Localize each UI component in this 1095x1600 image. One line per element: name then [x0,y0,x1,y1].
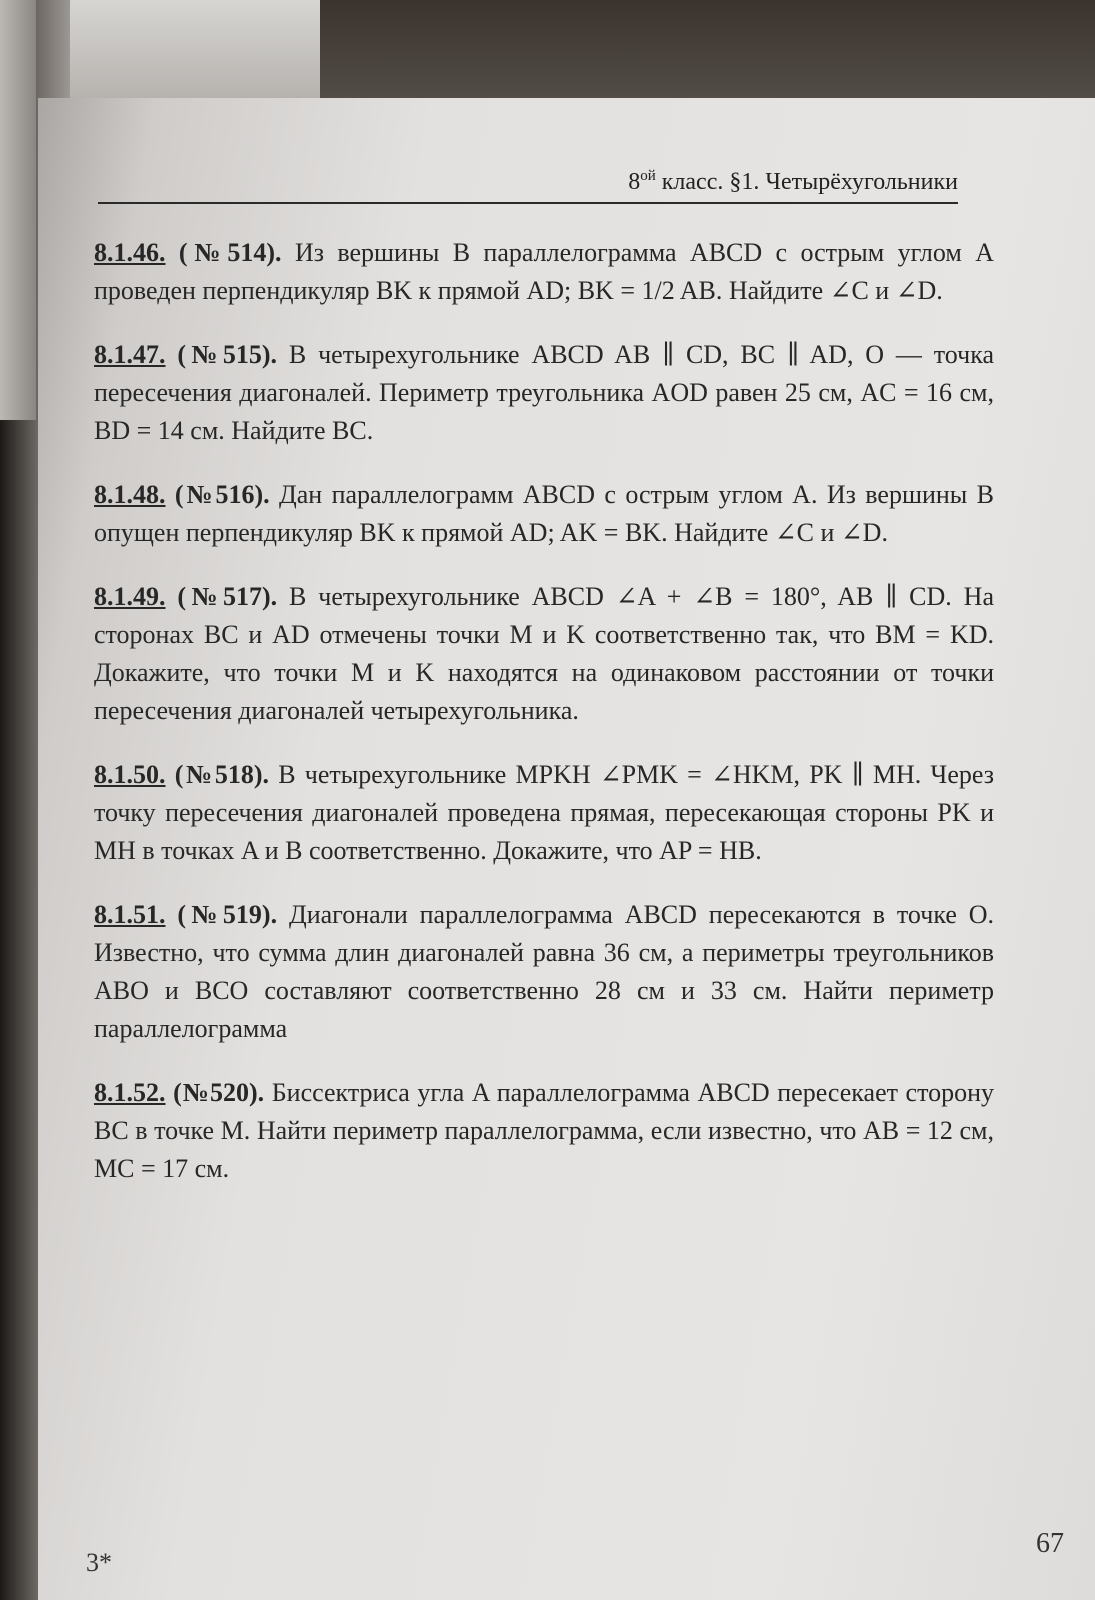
problem-item [94,234,994,310]
problem-item [94,476,994,552]
problem-item [94,1074,994,1188]
problem-reference: (№520). [173,1078,265,1107]
problem-item [94,896,994,1048]
problem-reference: (№516). [174,480,270,509]
problem-number: 8.1.49. [94,582,166,611]
book-page [38,98,1095,1600]
problem-text: Из вершины B параллелограмма ABCD с острым углом A проведен перпендикуляр BK к прямой AD; BK = 1/2 AB. Найдите ∠C и ∠D. [94,238,995,305]
running-header [98,168,958,204]
problem-number: 8.1.50. [94,760,166,789]
problem-item [94,756,994,870]
problem-text: В четырехугольнике ABCD AB ∥ CD, BC ∥ AD, O — точка пересечения диагоналей. Периметр треугольника AOD равен 25 см, AC = 16 см, BD = 14 см. Найдите BC. [94,340,994,445]
problem-text: В четырехугольнике ABCD ∠A + ∠B = 180°, AB ∥ CD. На сторонах BC и AD отмечены точки M и K соответственно так, что BM = KD. Докажите, что точки M и K находятся на одинаковом расстоянии от точки пересечения диагоналей четырехугольника. [94,582,994,725]
problem-reference: (№514). [178,238,282,267]
header-grade-suffix: ой [640,168,656,184]
problem-item [94,336,994,450]
problem-reference: (№517). [177,582,278,611]
problem-text: В четырехугольнике MPKH ∠PMK = ∠HKM, PK ∥ MH. Через точку пересечения диагоналей проведена прямая, пересекающая стороны PK и MH в точках A и B соответственно. Докажите, что AP = HB. [94,760,994,865]
problem-text: Диагонали параллелограмма ABCD пересекаются в точке O. Известно, что сумма длин диагоналей равна 36 см, а периметры треугольников ABO и BCO составляют соответственно 28 см и 33 см. Найти периметр параллелограмма [94,900,995,1043]
problem-text: Дан параллелограмм ABCD с острым углом A. Из вершины B опущен перпендикуляр BK к прямой AD; AK = BK. Найдите ∠C и ∠D. [94,480,994,547]
problem-number: 8.1.51. [94,900,166,929]
problem-item [94,578,994,730]
problem-reference: (№518). [174,760,270,789]
header-title: класс. §1. Четырёхугольники [661,169,958,195]
problem-number: 8.1.46. [94,238,166,267]
previous-page-edge [0,0,36,420]
problem-number: 8.1.48. [94,480,166,509]
problem-reference: (№519). [177,900,278,929]
problem-list [94,234,994,1214]
page-number: 67 [1036,1528,1064,1559]
problem-number: 8.1.52. [94,1078,166,1107]
problem-number: 8.1.47. [94,340,166,369]
header-grade-number: 8 [628,169,641,195]
problem-text: Биссектриса угла A параллелограмма ABCD пересекает сторону BC в точке M. Найти периметр параллелограмма, если известно, что AB = 12 см, MC = 17 см. [94,1078,995,1183]
problem-reference: (№515). [177,340,278,369]
signature-mark: 3* [86,1548,112,1577]
